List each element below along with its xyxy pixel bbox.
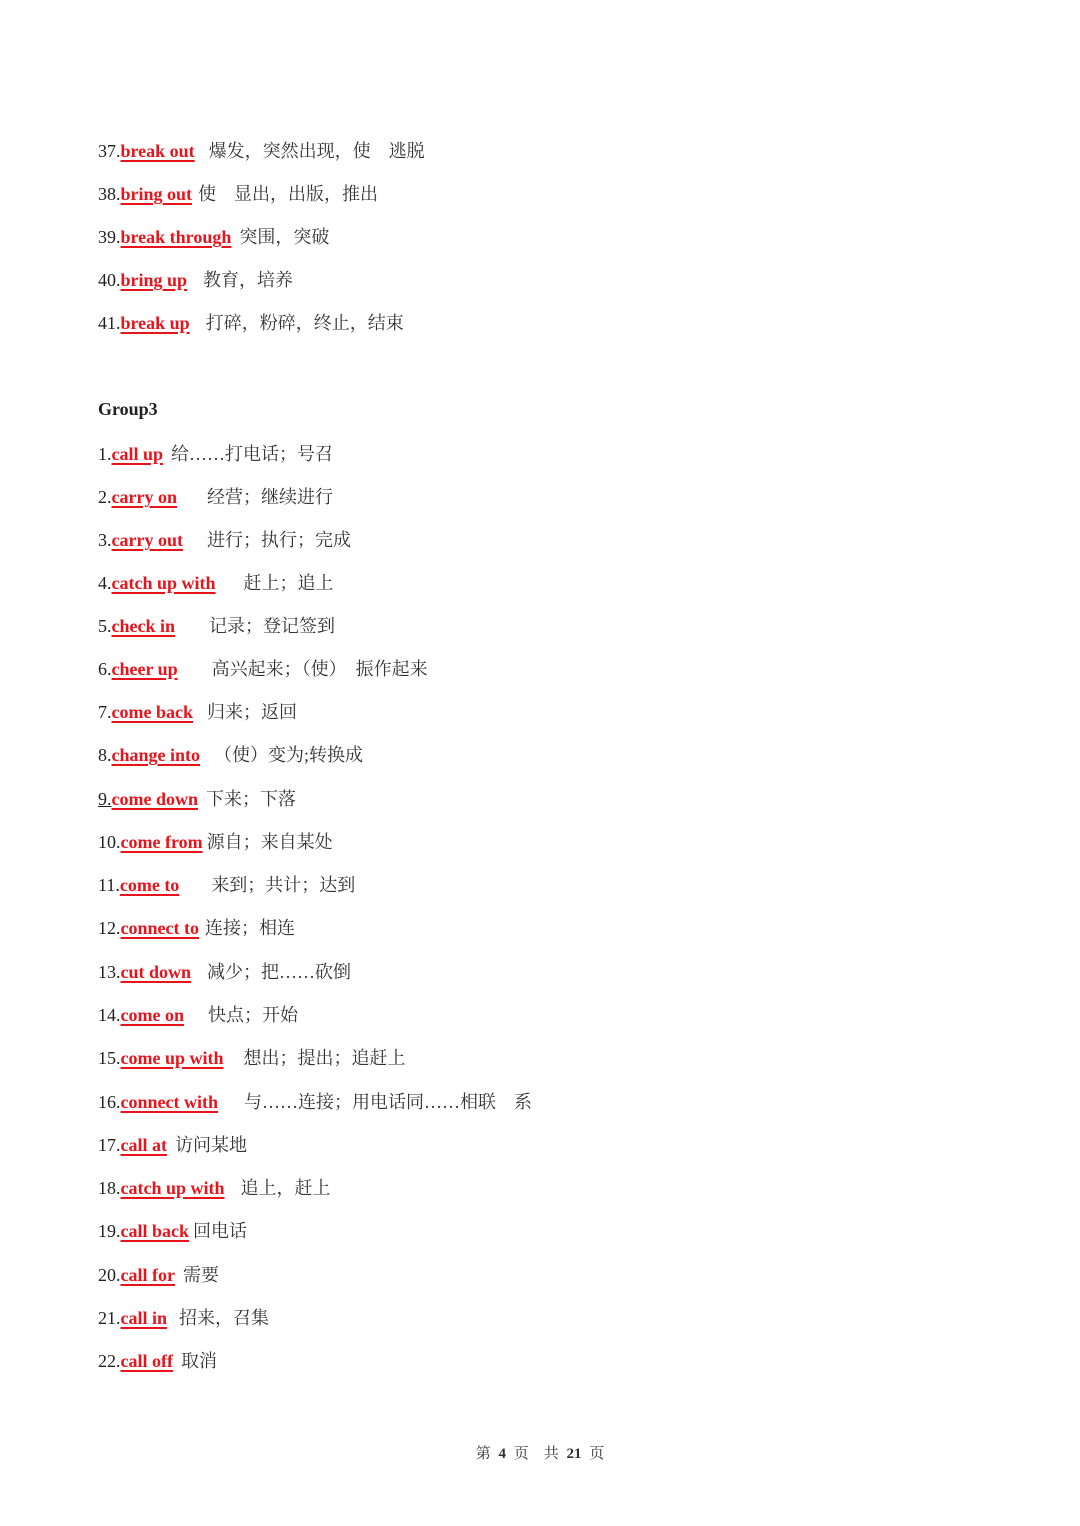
entry-number: 11. — [98, 875, 120, 895]
entry-number: 38. — [98, 184, 121, 204]
group-heading: Group3 — [98, 399, 158, 419]
meaning-text: 快点；开始 — [207, 1005, 298, 1025]
entry-number: 8. — [98, 745, 112, 765]
meaning-text: 高兴起来；（使） 振作起来 — [211, 659, 428, 679]
meaning-text: 经营；继续进行 — [206, 487, 333, 507]
entry-number: 20. — [98, 1265, 121, 1285]
meaning-text: 需要 — [182, 1265, 219, 1285]
phrase-text: come from — [120, 832, 203, 852]
meaning-text: 取消 — [180, 1351, 217, 1371]
phrase-entry — [98, 615, 335, 637]
phrase-entry — [98, 140, 425, 162]
meaning-text: 进行；执行；完成 — [206, 530, 351, 550]
meaning-text: 赶上；追上 — [243, 573, 334, 593]
meaning-text: 打碎，粉碎，终止，结束 — [205, 313, 404, 333]
entry-number: 6. — [98, 659, 112, 679]
phrase-text: catch up with — [111, 573, 216, 593]
entry-number: 10. — [98, 832, 121, 852]
entry-number: 17. — [98, 1135, 121, 1155]
phrase-text: come to — [119, 875, 180, 895]
meaning-text: 归来；返回 — [206, 702, 297, 722]
entry-number: 21. — [98, 1308, 121, 1328]
phrase-entry — [98, 529, 351, 551]
phrase-text: catch up with — [120, 1178, 225, 1198]
entry-number: 4. — [98, 573, 112, 593]
phrase-entry — [98, 701, 297, 723]
footer-total-pages: 21 — [566, 1446, 582, 1462]
entry-number: 9. — [98, 789, 112, 809]
phrase-entry — [98, 486, 333, 508]
meaning-text: 与……连接；用电话同……相联 系 — [244, 1092, 532, 1112]
phrase-entry — [98, 1134, 247, 1156]
meaning-text: 想出；提出；追赶上 — [243, 1048, 406, 1068]
phrase-entry — [98, 1220, 247, 1242]
entry-number: 7. — [98, 702, 112, 722]
page-footer — [0, 1442, 1080, 1463]
entry-number: 5. — [98, 616, 112, 636]
meaning-text: （使）变为;转换成 — [214, 745, 364, 765]
phrase-entry — [98, 1350, 217, 1372]
footer-suffix: 页 — [589, 1446, 605, 1462]
meaning-text: 下来；下落 — [206, 789, 296, 809]
meaning-text: 记录；登记签到 — [209, 616, 336, 636]
meaning-text: 爆发，突然出现，使 逃脱 — [208, 141, 425, 161]
phrase-text: break out — [120, 141, 195, 161]
phrase-text: call off — [120, 1351, 173, 1371]
entry-number: 41. — [98, 313, 121, 333]
phrase-text: call for — [120, 1265, 175, 1285]
footer-prefix: 第 — [475, 1446, 491, 1462]
entry-number: 18. — [98, 1178, 121, 1198]
meaning-text: 源自；来自某处 — [206, 832, 333, 852]
phrase-entry — [98, 312, 404, 334]
meaning-text: 追上，赶上 — [240, 1178, 331, 1198]
phrase-text: cheer up — [111, 659, 178, 679]
entry-number: 40. — [98, 270, 121, 290]
meaning-text: 突围，突破 — [239, 227, 330, 247]
phrase-entry — [98, 917, 295, 939]
phrase-entry — [98, 831, 333, 853]
phrase-text: connect to — [120, 918, 199, 938]
phrase-entry — [98, 1047, 406, 1069]
entry-number: 2. — [98, 487, 112, 507]
phrase-entry — [98, 572, 334, 594]
phrase-entry — [98, 788, 296, 810]
entry-number: 15. — [98, 1048, 121, 1068]
phrase-text: come up with — [120, 1048, 224, 1068]
phrase-text: connect with — [120, 1092, 218, 1112]
phrase-text: come on — [120, 1005, 184, 1025]
phrase-text: come back — [111, 702, 193, 722]
phrase-entry — [98, 744, 363, 766]
phrase-text: bring out — [120, 184, 193, 204]
meaning-text: 回电话 — [193, 1221, 248, 1241]
phrase-text: carry out — [111, 530, 183, 550]
footer-middle: 页 共 — [513, 1446, 559, 1462]
phrase-text: break up — [120, 313, 190, 333]
phrase-entry — [98, 658, 428, 680]
phrase-text: break through — [120, 227, 232, 247]
phrase-text: check in — [111, 616, 176, 636]
phrase-text: bring up — [120, 270, 188, 290]
entry-number: 14. — [98, 1005, 121, 1025]
footer-current-page: 4 — [498, 1446, 506, 1462]
phrase-text: carry on — [111, 487, 177, 507]
phrase-text: cut down — [120, 962, 192, 982]
phrase-text: come down — [111, 789, 198, 809]
meaning-text: 连接；相连 — [204, 918, 295, 938]
entry-number: 1. — [98, 444, 112, 464]
entry-number: 39. — [98, 227, 121, 247]
phrase-entry — [98, 874, 355, 896]
entry-number: 13. — [98, 962, 121, 982]
entry-number: 19. — [98, 1221, 121, 1241]
entry-number: 37. — [98, 141, 121, 161]
meaning-text: 教育，培养 — [203, 270, 294, 290]
phrase-text: change into — [111, 745, 201, 765]
meaning-text: 来到；共计；达到 — [211, 875, 356, 895]
phrase-text: call at — [120, 1135, 167, 1155]
phrase-entry — [98, 183, 378, 205]
phrase-entry — [98, 443, 333, 465]
phrase-text: call in — [120, 1308, 168, 1328]
phrase-entry — [98, 961, 351, 983]
phrase-entry — [98, 1004, 298, 1026]
meaning-text: 访问某地 — [175, 1135, 247, 1155]
phrase-entry — [98, 226, 329, 248]
meaning-text: 使 显出，出版，推出 — [198, 184, 379, 204]
phrase-entry — [98, 1177, 331, 1199]
meaning-text: 给……打电话；号召 — [171, 444, 334, 464]
phrase-text: call up — [111, 444, 164, 464]
phrase-entry — [98, 1307, 269, 1329]
phrase-entry — [98, 1091, 532, 1113]
entry-number: 16. — [98, 1092, 121, 1112]
entry-number: 3. — [98, 530, 112, 550]
phrase-entry — [98, 269, 293, 291]
phrase-entry — [98, 1264, 219, 1286]
meaning-text: 减少；把……砍倒 — [207, 962, 352, 982]
meaning-text: 招来，召集 — [179, 1308, 270, 1328]
phrase-text: call back — [120, 1221, 190, 1241]
entry-number: 12. — [98, 918, 121, 938]
entry-number: 22. — [98, 1351, 121, 1371]
